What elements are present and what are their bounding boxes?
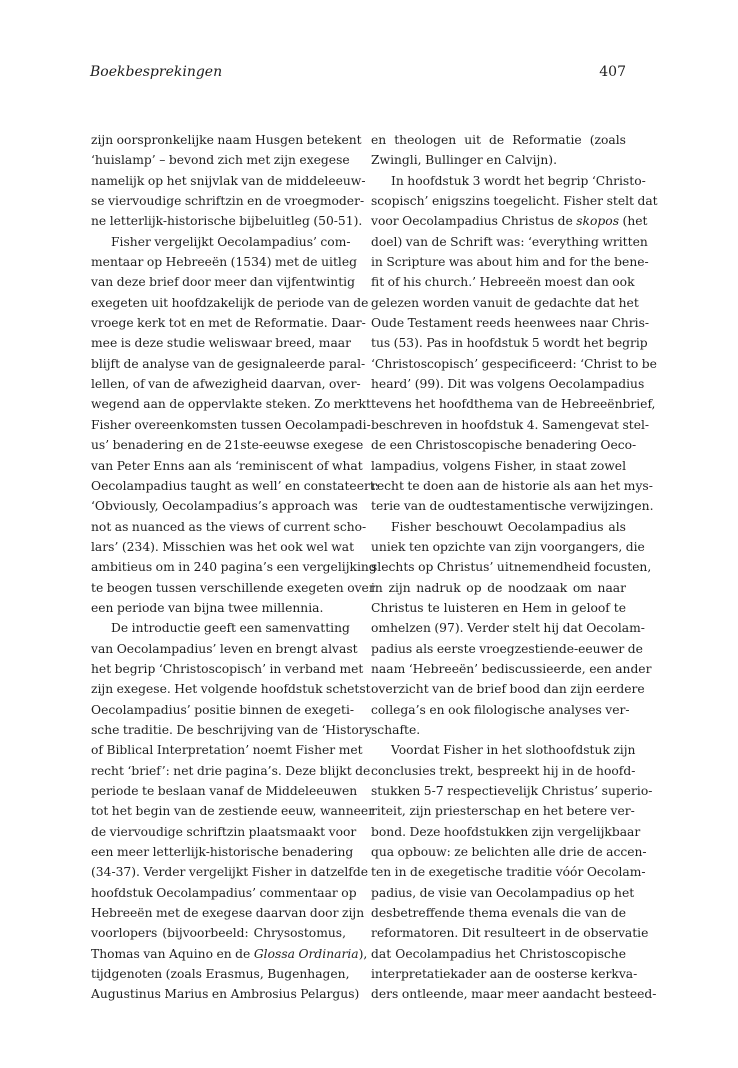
text-line-segment: padius als eerste vroegzestiende-eeuwer de xyxy=(371,641,643,656)
text-line-segment: (34-37). Verder vergelijkt Fisher in datzelfde xyxy=(91,865,368,880)
text-line-segment: in zijn nadruk op de noodzaak om naar xyxy=(371,580,626,595)
text-line-segment: mentaar op Hebreeën (1534) met de uitleg xyxy=(91,255,357,270)
text-line-segment: van deze brief door meer dan vijfentwintig xyxy=(91,275,355,290)
text-line-segment: zijn exegese. Het volgende hoofdstuk schetst xyxy=(91,682,371,697)
text-line xyxy=(371,557,652,577)
text-line-segment: interpretatiekader aan de oosterse kerkva- xyxy=(371,967,638,982)
text-line xyxy=(371,171,646,191)
text-line xyxy=(91,618,350,638)
text-line-segment: (het xyxy=(619,214,648,229)
text-line-segment: scopisch’ enigszins toegelicht. Fisher stelt dat xyxy=(371,194,658,209)
text-line-segment: Fisher vergelijkt Oecolampadius’ com- xyxy=(111,234,351,249)
italic-term: skopos xyxy=(576,214,620,229)
text-line-segment: ‘Obviously, Oecolampadius’s approach was xyxy=(91,499,358,514)
text-line-segment: ), xyxy=(358,946,368,961)
text-line-segment: de viervoudige schriftzin plaatsmaakt voor xyxy=(91,824,357,839)
text-line xyxy=(91,761,371,781)
text-line xyxy=(91,476,379,496)
text-line xyxy=(91,293,369,313)
text-line xyxy=(371,374,645,394)
text-line-segment: namelijk op het snijvlak van de middeleeuw- xyxy=(91,173,366,188)
text-line xyxy=(91,272,355,292)
text-line-segment: lellen, of van de afwezigheid daarvan, over- xyxy=(91,377,361,392)
text-line-segment: naam ‘Hebreeën’ bediscussieerde, een ander xyxy=(371,661,652,676)
text-line xyxy=(371,659,652,679)
text-line-segment: voor Oecolampadius Christus de xyxy=(371,214,577,229)
text-line xyxy=(91,598,346,618)
text-line xyxy=(91,435,364,455)
text-line-segment: de een Christoscopische benadering Oeco- xyxy=(371,438,637,453)
text-line xyxy=(91,232,351,252)
text-line-segment: mee is deze studie weliswaar breed, maar xyxy=(91,336,352,351)
text-line-segment: slechts op Christus’ uitnemendheid focusten, xyxy=(371,560,652,575)
right-text-column xyxy=(371,130,658,1005)
text-line xyxy=(371,618,645,638)
text-line xyxy=(371,293,639,313)
text-line xyxy=(91,923,346,943)
text-line xyxy=(91,781,358,801)
text-line xyxy=(371,720,626,740)
text-line-segment: qua opbouw: ze belichten alle drie de accen- xyxy=(371,845,647,860)
text-line xyxy=(91,659,364,679)
text-line xyxy=(371,272,635,292)
text-line-segment: collega’s en ook filologische analyses ver- xyxy=(371,702,630,717)
text-line-segment: het begrip ‘Christoscopisch’ in verband met xyxy=(91,661,364,676)
text-line-segment: desbetreffende thema evenals die van de xyxy=(371,906,626,921)
text-line xyxy=(371,150,626,170)
text-line xyxy=(91,984,360,1004)
text-line xyxy=(371,781,653,801)
text-line-segment: not as nuanced as the views of current scho- xyxy=(91,519,367,534)
text-line-segment: recht ‘brief’: net drie pagina’s. Deze blijkt de xyxy=(91,763,371,778)
text-line xyxy=(371,232,648,252)
text-line-segment: tus (53). Pas in hoofdstuk 5 wordt het begrip xyxy=(371,336,648,351)
text-line xyxy=(371,252,649,272)
text-line xyxy=(91,415,371,435)
left-text-column xyxy=(91,130,379,1005)
text-line xyxy=(91,903,365,923)
text-line-segment: overzicht van de brief bood dan zijn eerdere xyxy=(371,682,645,697)
text-line-segment: Oude Testament reeds heenwees naar Chris- xyxy=(371,316,650,331)
text-line xyxy=(371,679,645,699)
text-line xyxy=(91,700,355,720)
text-line-segment: Augustinus Marius en Ambrosius Pelargus) xyxy=(91,987,360,1002)
text-line-segment: padius, de visie van Oecolampadius op het xyxy=(371,885,635,900)
text-line xyxy=(91,740,363,760)
text-line-segment: Christus te luisteren en Hem in geloof te xyxy=(371,600,626,615)
text-line xyxy=(371,191,658,211)
text-line xyxy=(371,313,650,333)
text-line xyxy=(371,984,657,1004)
text-line-segment: Zwingli, Bullinger en Calvijn). xyxy=(371,153,557,168)
text-line xyxy=(371,598,626,618)
text-line xyxy=(91,557,377,577)
text-line-segment: Oecolampadius’ positie binnen de exegeti- xyxy=(91,702,355,717)
text-line xyxy=(371,944,626,964)
text-line-segment: ne letterlijk-historische bijbeluitleg (50-51). xyxy=(91,214,363,229)
text-line-segment: sche traditie. De beschrijving van de ‘History xyxy=(91,722,372,737)
text-line-segment: te beogen tussen verschillende exegeten over xyxy=(91,580,375,595)
text-line-segment: periode te beslaan vanaf de Middeleeuwen xyxy=(91,784,358,798)
text-line-segment: ambitieus om in 240 pagina’s een vergelijking xyxy=(91,560,377,575)
text-line xyxy=(91,842,354,862)
text-line-segment: van Oecolampadius’ leven en brengt alvast xyxy=(91,641,358,656)
text-line-segment: een meer letterlijk-historische benadering xyxy=(91,845,354,860)
text-line xyxy=(91,862,368,882)
text-line xyxy=(371,394,656,414)
text-line xyxy=(91,333,352,353)
text-line xyxy=(91,517,367,537)
text-line-segment: schafte. xyxy=(371,722,421,737)
text-line xyxy=(91,313,366,333)
text-line-segment: in Scripture was about him and for the bene- xyxy=(371,255,649,270)
text-line xyxy=(371,740,636,760)
text-line-segment: dat Oecolampadius het Christoscopische xyxy=(371,946,626,961)
text-line-segment: Oecolampadius taught as well’ en constateert: xyxy=(91,478,379,493)
text-line xyxy=(371,517,626,537)
text-line xyxy=(371,964,638,984)
text-line-segment: zijn oorspronkelijke naam Husgen betekent xyxy=(91,133,362,147)
text-line-segment: riteit, zijn priesterschap en het betere ver- xyxy=(371,804,635,819)
text-line xyxy=(371,435,637,455)
text-line-segment: wegend aan de oppervlakte steken. Zo merkt xyxy=(91,397,371,412)
text-line xyxy=(91,944,368,964)
text-line-segment: stukken 5-7 respectievelijk Christus’ superio- xyxy=(371,784,653,798)
text-line xyxy=(91,964,350,984)
text-line-segment: Hebreeën met de exegese daarvan door zijn xyxy=(91,906,365,921)
text-line xyxy=(371,415,650,435)
text-line xyxy=(91,252,357,272)
text-line-segment: voorlopers (bijvoorbeeld: Chrysostomus, xyxy=(91,926,346,941)
text-line-segment: ten in de exegetische traditie vóór Oecolam- xyxy=(371,865,646,880)
text-line-segment: van Peter Enns aan als ‘reminiscent of what xyxy=(91,458,363,473)
text-line xyxy=(371,333,648,353)
text-line-segment: Fisher beschouwt Oecolampadius als xyxy=(391,519,626,534)
text-line-segment: blijft de analyse van de gesignaleerde paral- xyxy=(91,356,366,371)
text-line xyxy=(91,456,363,476)
italic-term: Glossa Ordinaria xyxy=(253,946,359,961)
text-line xyxy=(371,130,626,150)
text-line xyxy=(91,191,365,211)
text-line-segment: lampadius, volgens Fisher, in staat zowel xyxy=(371,458,626,473)
text-line xyxy=(91,211,363,231)
text-line xyxy=(91,171,366,191)
text-line xyxy=(371,211,648,231)
text-line-segment: terie van de oudtestamentische verwijzingen. xyxy=(371,499,654,514)
text-line-segment: Voordat Fisher in het slothoofdstuk zijn xyxy=(391,743,636,758)
text-line-segment: exegeten uit hoofdzakelijk de periode van de xyxy=(91,295,369,310)
text-line xyxy=(371,862,646,882)
page-number: 407 xyxy=(599,64,626,80)
text-line-segment: of Biblical Interpretation’ noemt Fisher met xyxy=(91,743,363,758)
text-line-segment: doel) van de Schrift was: ‘everything written xyxy=(371,234,648,249)
text-line xyxy=(371,842,647,862)
text-line-segment: uniek ten opzichte van zijn voorgangers, die xyxy=(371,539,645,554)
text-line xyxy=(91,679,371,699)
text-line-segment: ‘huislamp’ – bevond zich met zijn exegese xyxy=(91,153,350,168)
text-line xyxy=(91,720,372,740)
text-line xyxy=(91,883,357,903)
text-line-segment: vroege kerk tot en met de Reformatie. Daar- xyxy=(91,316,366,331)
text-line-segment: gelezen worden vanuit de gedachte dat het xyxy=(371,295,639,310)
text-line-segment: conclusies trekt, bespreekt hij in de hoofd- xyxy=(371,763,636,778)
text-line xyxy=(371,456,626,476)
text-line xyxy=(91,537,355,557)
text-line-segment: ‘Christoscopisch’ gespecificeerd: ‘Christ to be xyxy=(371,356,657,371)
text-line xyxy=(371,883,635,903)
text-line xyxy=(371,761,636,781)
text-line xyxy=(91,354,366,374)
text-line xyxy=(371,822,641,842)
text-line-segment: ders ontleende, maar meer aandacht besteed- xyxy=(371,987,657,1002)
text-line-segment: hoofdstuk Oecolampadius’ commentaar op xyxy=(91,885,357,900)
running-head xyxy=(90,61,626,83)
text-line-segment: reformatoren. Dit resulteert in de observatie xyxy=(371,926,649,941)
text-line-segment: tevens het hoofdthema van de Hebreeënbrief, xyxy=(371,397,656,412)
text-line xyxy=(91,496,358,516)
text-line xyxy=(91,394,371,414)
text-line-segment: lars’ (234). Misschien was het ook wel wat xyxy=(91,539,355,554)
text-line-segment: een periode van bijna twee millennia. xyxy=(91,600,324,615)
text-line xyxy=(371,496,654,516)
text-line-segment: heard’ (99). Dit was volgens Oecolampadius xyxy=(371,377,645,392)
text-line xyxy=(91,374,361,394)
text-line-segment: tijdgenoten (zoals Erasmus, Bugenhagen, xyxy=(91,967,350,982)
text-line-segment: tot het begin van de zestiende eeuw, wanneer xyxy=(91,804,375,819)
text-line-segment: se viervoudige schriftzin en de vroegmoder- xyxy=(91,194,365,209)
text-line-segment: beschreven in hoofdstuk 4. Samengevat stel- xyxy=(371,417,650,432)
text-line xyxy=(91,130,362,150)
text-line-segment: Thomas van Aquino en de xyxy=(91,946,254,961)
text-line-segment: fit of his church.’ Hebreeën moest dan ook xyxy=(371,275,635,290)
text-line-segment: Fisher overeenkomsten tussen Oecolampadi- xyxy=(91,417,371,432)
text-line xyxy=(371,537,645,557)
text-line-segment: recht te doen aan de historie als aan het mys- xyxy=(371,478,653,493)
text-line-segment: bond. Deze hoofdstukken zijn vergelijkbaar xyxy=(371,824,641,839)
running-head-title: Boekbesprekingen xyxy=(90,64,223,80)
text-line-segment: en theologen uit de Reformatie (zoals xyxy=(371,133,626,147)
text-line-segment: De introductie geeft een samenvatting xyxy=(111,621,350,636)
text-line-segment: In hoofdstuk 3 wordt het begrip ‘Christo- xyxy=(391,173,646,188)
text-line xyxy=(371,923,649,943)
text-line xyxy=(371,578,626,598)
text-line-segment: us’ benadering en de 21ste-eeuwse exegese xyxy=(91,438,364,453)
text-line xyxy=(371,700,630,720)
text-line xyxy=(91,150,350,170)
text-line xyxy=(371,801,635,821)
text-line xyxy=(91,822,357,842)
text-line xyxy=(91,578,375,598)
text-line-segment: omhelzen (97). Verder stelt hij dat Oecolam- xyxy=(371,621,645,636)
text-line xyxy=(91,639,358,659)
text-line xyxy=(371,639,643,659)
text-line xyxy=(371,354,657,374)
text-line xyxy=(371,476,653,496)
text-line xyxy=(91,801,375,821)
text-line xyxy=(371,903,626,923)
